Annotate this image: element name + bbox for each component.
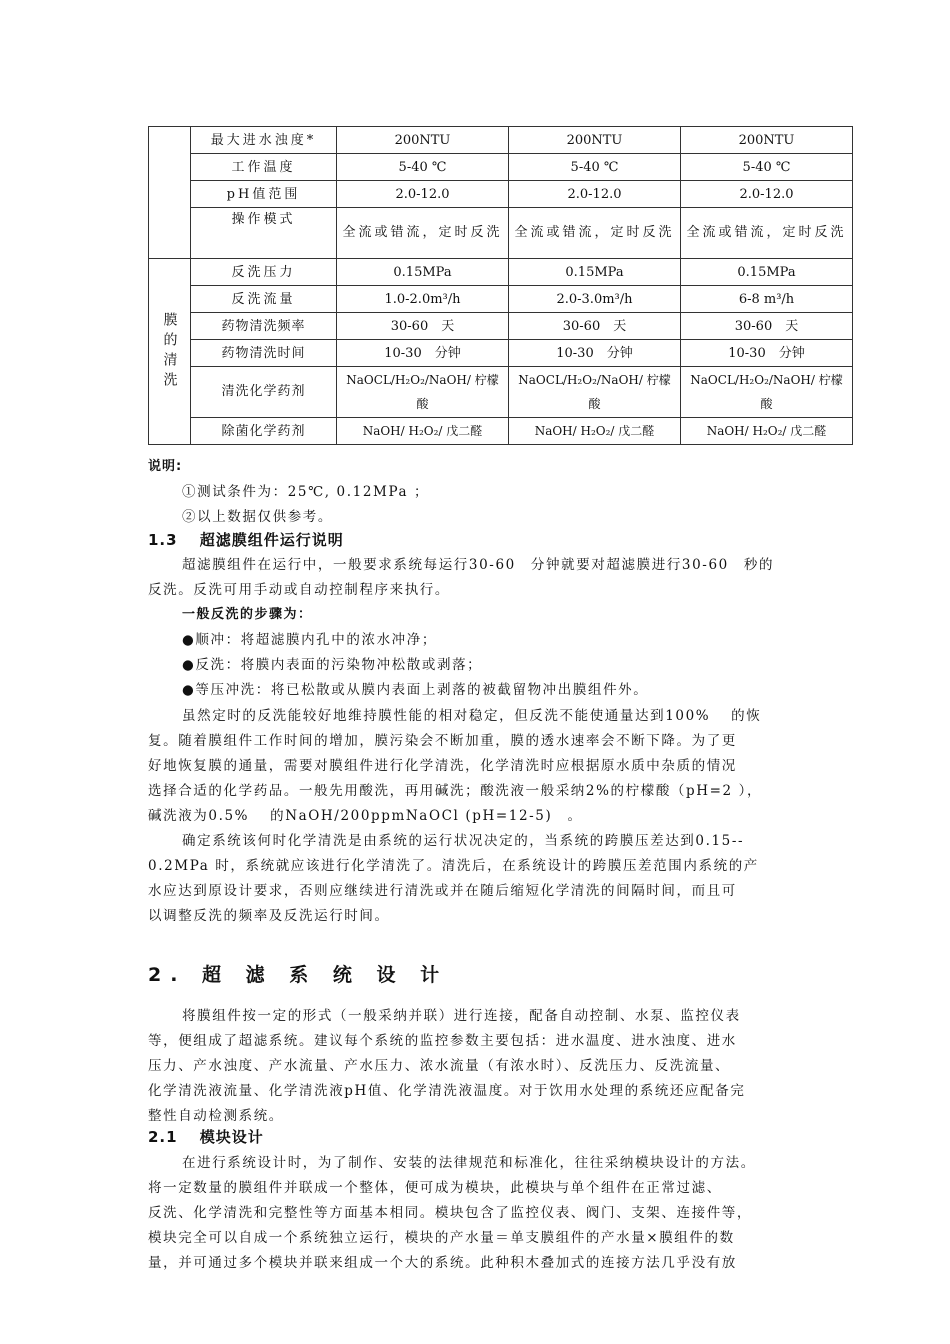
cell: 2.0-3.0m³/h [509,286,681,313]
cell: 全流或错流，定时反洗 [509,208,681,259]
row-label: 除菌化学药剂 [191,418,337,445]
row-label: 反洗流量 [191,286,337,313]
paragraph-line: 复。随着膜组件工作时间的增加，膜污染会不断加重，膜的透水速率会不断下降。为了更 [148,733,737,749]
table-row [149,208,853,259]
paragraph-line: 以调整反洗的频率及反洗运行时间。 [148,908,390,924]
cell: 5-40 ℃ [509,154,681,181]
table-row [149,418,853,445]
cell: 10-30 分钟 [337,340,509,367]
cell: 1.0-2.0m³/h [337,286,509,313]
cell: 30-60 天 [509,313,681,340]
row-label: 药物清洗时间 [191,340,337,367]
cell: 5-40 ℃ [337,154,509,181]
cell: NaOH/ H₂O₂/ 戊二醛 [681,418,853,445]
cell: 200NTU [337,127,509,154]
cell: NaOCL/H₂O₂/NaOH/ 柠檬酸 [337,367,509,418]
paragraph-line: 量，并可通过多个模块并联来组成一个大的系统。此种积木叠加式的连接方法几乎没有放 [148,1255,737,1271]
group-label-membrane-cleaning: 膜的清洗 [149,259,191,445]
list-item: ●等压冲洗：将已松散或从膜内表面上剥落的被截留物冲出膜组件外。 [182,682,649,698]
cell: 6-8 m³/h [681,286,853,313]
section-heading-2: 2. 超 滤 系 统 设 计 [148,964,449,986]
row-label: 清洗化学药剂 [191,367,337,418]
steps-title: 一般反洗的步骤为： [182,607,313,622]
cell: NaOH/ H₂O₂/ 戊二醛 [509,418,681,445]
cell: 30-60 天 [681,313,853,340]
paragraph-line: 将膜组件按一定的形式（一般采纳并联）进行连接，配备自动控制、水泵、监控仪表 [182,1008,741,1024]
cell: 0.15MPa [681,259,853,286]
cell: 10-30 分钟 [509,340,681,367]
table-row [149,367,853,418]
table-row [149,313,853,340]
paragraph-line: 好地恢复膜的通量，需要对膜组件进行化学清洗，化学清洗时应根据原水质中杂质的情况 [148,758,737,774]
paragraph-line: 化学清洗液流量、化学清洗液pH值、化学清洗液温度。对于饮用水处理的系统还应配备完 [148,1083,746,1099]
paragraph-line: 反洗。反洗可用手动或自动控制程序来执行。 [148,582,450,598]
paragraph-line: 模块完全可以自成一个系统独立运行，模块的产水量＝单支膜组件的产水量×膜组件的数 [148,1230,735,1246]
cell: 30-60 天 [337,313,509,340]
table-row [149,181,853,208]
paragraph-line: 0.2MPa 时，系统就应该进行化学清洗了。清洗后，在系统设计的跨膜压差范围内系统的产 [148,858,759,874]
cell: 2.0-12.0 [337,181,509,208]
paragraph-line: 虽然定时的反洗能较好地维持膜性能的相对稳定，但反洗不能使通量达到100% 的恢 [182,708,762,724]
cell: 0.15MPa [337,259,509,286]
row-label: 反洗压力 [191,259,337,286]
paragraph-line: 碱洗液为0.5% 的NaOH/200ppmNaOCl (pH=12-5) 。 [148,808,583,824]
paragraph-line: 将一定数量的膜组件并联成一个整体，便可成为模块，此模块与单个组件在正常过滤、 [148,1180,722,1196]
paragraph-line: 反洗、化学清洗和完整性等方面基本相同。模块包含了监控仪表、阀门、支架、连接件等， [148,1205,752,1221]
section-heading-2-1: 2.1 模块设计 [148,1128,264,1146]
cell: 2.0-12.0 [509,181,681,208]
cell: 200NTU [681,127,853,154]
table-row [149,154,853,181]
cell: 全流或错流，定时反洗 [681,208,853,259]
table-row [149,259,853,286]
row-label: 药物清洗频率 [191,313,337,340]
paragraph-line: 压力、产水浊度、产水流量、产水压力、浓水流量（有浓水时）、反洗压力、反洗流量、 [148,1058,731,1074]
paragraph-line: 确定系统该何时化学清洗是由系统的运行状况决定的，当系统的跨膜压差达到0.15-- [182,833,745,849]
cell: 2.0-12.0 [681,181,853,208]
section-heading-1-3: 1.3 超滤膜组件运行说明 [148,531,344,549]
paragraph-line: 在进行系统设计时，为了制作、安装的法律规范和标准化，往往采纳模块设计的方法。 [182,1155,756,1171]
paragraph-line: 超滤膜组件在运行中，一般要求系统每运行30-60 分钟就要对超滤膜进行30-60 秒的 [182,557,775,573]
cell: 200NTU [509,127,681,154]
row-label: 操作模式 [191,208,337,259]
spec-table [148,126,853,445]
table-row [149,286,853,313]
list-item: ●反洗：将膜内表面的污染物冲松散或剥落； [182,657,483,673]
paragraph-line: 等，便组成了超滤系统。建议每个系统的监控参数主要包括：进水温度、进水浊度、进水 [148,1033,737,1049]
cell: NaOCL/H₂O₂/NaOH/ 柠檬酸 [681,367,853,418]
row-label: pH值范围 [191,181,337,208]
notes-title: 说明: [148,459,183,474]
row-label: 工作温度 [191,154,337,181]
cell: NaOCL/H₂O₂/NaOH/ 柠檬酸 [509,367,681,418]
paragraph-line: 水应达到原设计要求，否则应继续进行清洗或并在随后缩短化学清洗的间隔时间，而且可 [148,883,737,899]
cell: 0.15MPa [509,259,681,286]
empty-group-cell [149,127,191,259]
table-row [149,127,853,154]
note-item: ②以上数据仅供参考。 [182,509,333,525]
cell: 5-40 ℃ [681,154,853,181]
cell: 10-30 分钟 [681,340,853,367]
row-label: 最大进水浊度* [191,127,337,154]
table-row [149,340,853,367]
cell: NaOH/ H₂O₂/ 戊二醛 [337,418,509,445]
paragraph-line: 整性自动检测系统。 [148,1108,284,1124]
note-item: ①测试条件为：25℃, 0.12MPa ； [182,484,430,500]
cell: 全流或错流，定时反洗 [337,208,509,259]
paragraph-line: 选择合适的化学药品。一般先用酸洗，再用碱洗；酸洗液一般采纳2%的柠檬酸（pH=2 ）， [148,783,763,799]
list-item: ●顺冲：将超滤膜内孔中的浓水冲净； [182,632,437,648]
